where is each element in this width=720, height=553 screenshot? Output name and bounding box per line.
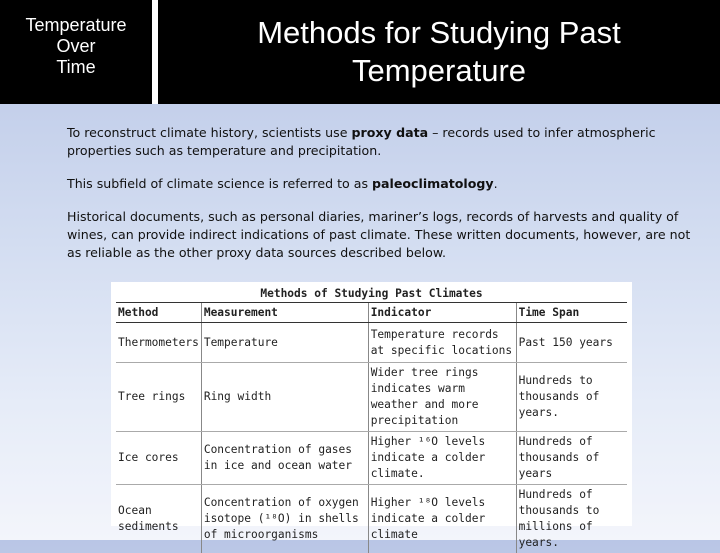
table-row [116,432,627,485]
text-run: – records used to infer atmospheric properties such as temperature and precipitation. [67,125,656,158]
table-title: Methods of Studying Past Climates [116,286,627,303]
section-label-line: Over [0,36,152,57]
table-cell: Wider tree rings indicates warm weather and more precipitation [368,363,516,432]
paragraph-proxy-data [67,124,697,160]
table-cell: Concentration of gases in ice and ocean water [201,432,368,485]
table-cell: Thermometers [116,323,201,363]
table-row [116,363,627,432]
column-header-measurement: Measurement [201,303,368,323]
table-cell: Concentration of oxygen isotope (¹⁸O) in shells of microorganisms [201,485,368,553]
table-cell: Past 150 years [516,323,627,363]
table-cell: Ice cores [116,432,201,485]
term-proxy-data: proxy data [351,125,428,140]
table-row [116,485,627,553]
text-run: . [494,176,498,191]
column-header-indicator: Indicator [368,303,516,323]
paragraph-paleoclimatology [67,175,697,193]
slide-title-line: Temperature [158,52,720,90]
section-label [0,0,152,104]
methods-table-image [111,282,632,526]
table-header-row [116,303,627,323]
term-paleoclimatology: paleoclimatology [372,176,494,191]
section-label-line: Time [0,57,152,78]
column-header-method: Method [116,303,201,323]
table-cell: Higher ¹⁸O levels indicate a colder climate [368,485,516,553]
table-cell: Hundreds of thousands to millions of years. [516,485,627,553]
table-cell: Temperature [201,323,368,363]
text-run: This subfield of climate science is referred to as [67,176,372,191]
text-run: To reconstruct climate history, scientists use [67,125,351,140]
table-cell: Temperature records at specific locations [368,323,516,363]
table-cell: Tree rings [116,363,201,432]
table-cell: Ring width [201,363,368,432]
slide-title-line: Methods for Studying Past [158,14,720,52]
column-header-time-span: Time Span [516,303,627,323]
body-text [67,124,697,277]
slide-title [158,0,720,104]
table-cell: Ocean sediments [116,485,201,553]
table-row [116,323,627,363]
paragraph-historical-documents: Historical documents, such as personal diaries, mariner’s logs, records of harvests and quality of wines, can provide indirect indications of past climate. These written documents, however, are not as reliable as the other proxy data sources described below. [67,208,697,262]
methods-table [116,303,627,553]
section-label-line: Temperature [0,15,152,36]
table-cell: Higher ¹⁶O levels indicate a colder climate. [368,432,516,485]
table-cell: Hundreds of thousands of years [516,432,627,485]
table-cell: Hundreds to thousands of years. [516,363,627,432]
